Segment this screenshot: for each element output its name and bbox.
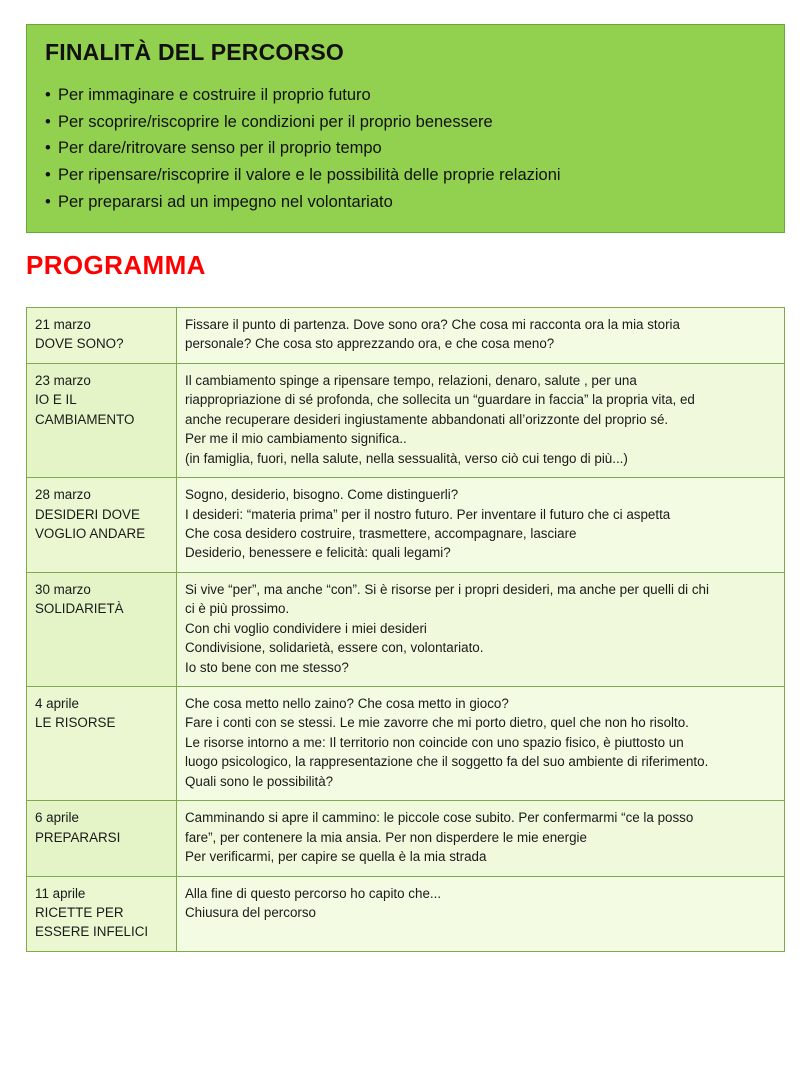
goals-list-item (45, 189, 766, 216)
session-date: 4 aprile (35, 696, 79, 711)
content-line: riappropriazione di sé profonda, che sollecita un “guardare in faccia” la propria vita, ed (185, 392, 695, 408)
table-row (27, 876, 785, 951)
table-cell-when (27, 876, 177, 951)
goals-list-item (45, 82, 766, 109)
goals-list-item-text: Per prepararsi ad un impegno nel volontariato (58, 192, 393, 211)
session-date: 28 marzo (35, 487, 91, 503)
goals-list-item-text: Per ripensare/riscoprire il valore e le possibilità delle proprie relazioni (58, 166, 561, 185)
content-line: Desiderio, benessere e felicità: quali legami? (185, 545, 451, 561)
content-line: Per verificarmi, per capire se quella è la mia strada (185, 849, 487, 865)
content-line: Camminando si apre il cammino: le piccole cose subito. Per confermarmi “ce la posso (185, 810, 694, 826)
content-line: Chiusura del percorso (185, 904, 316, 920)
content-line: Per me il mio cambiamento significa.. (185, 431, 407, 447)
goals-box (26, 24, 785, 233)
table-cell-when (27, 363, 177, 477)
table-cell-content (177, 687, 785, 801)
content-line: luogo psicologico, la rappresentazione che il soggetto fa del suo ambiente di riferimento. (185, 754, 709, 770)
content-line: personale? Che cosa sto apprezzando ora, e che cosa meno? (185, 336, 555, 352)
goals-list-item-text: Per scoprire/riscoprire le condizioni per il proprio benessere (58, 112, 493, 131)
table-row (27, 687, 785, 801)
content-line: Il cambiamento spinge a ripensare tempo, relazioni, denaro, salute , per una (185, 372, 637, 388)
content-line: Quali sono le possibilità? (185, 773, 334, 789)
table-cell-when (27, 687, 177, 801)
session-topic: RICETTE PER ESSERE INFELICI (35, 904, 149, 940)
table-cell-content (177, 308, 785, 364)
content-line: Che cosa desidero costruire, trasmettere, accompagnare, lasciare (185, 525, 577, 541)
content-line: Fissare il punto di partenza. Dove sono ora? Che cosa mi racconta ora la mia storia (185, 317, 680, 332)
bullet-glyph: • (45, 86, 51, 104)
session-topic: IO E IL CAMBIAMENTO (35, 392, 135, 427)
session-topic: SOLIDARIETÀ (35, 601, 124, 617)
content-line: Alla fine di questo percorso ho capito che... (185, 885, 442, 901)
content-line: Che cosa metto nello zaino? Che cosa metto in gioco? (185, 696, 509, 711)
content-line: Le risorse intorno a me: Il territorio non coincide con uno spazio fisico, è piuttosto un (185, 734, 684, 750)
session-topic: DESIDERI DOVE VOGLIO ANDARE (35, 506, 146, 541)
session-topic: PREPARARSI (35, 829, 121, 845)
goals-list-item (45, 109, 766, 136)
table-cell-when (27, 572, 177, 686)
goals-title: FINALITÀ DEL PERCORSO (45, 39, 344, 65)
table-cell-when (27, 478, 177, 573)
program-table (26, 307, 785, 952)
table-row (27, 478, 785, 573)
table-row (27, 801, 785, 876)
content-line: ci è più prossimo. (185, 601, 290, 617)
table-cell-content (177, 572, 785, 686)
table-row (27, 363, 785, 477)
bullet-glyph: • (45, 139, 51, 158)
content-line: Io sto bene con me stesso? (185, 659, 349, 675)
table-cell-content (177, 478, 785, 573)
goals-list-item (45, 135, 766, 162)
content-line: Condivisione, solidarietà, essere con, volontariato. (185, 640, 484, 656)
table-cell-when (27, 308, 177, 364)
table-cell-when (27, 801, 177, 876)
session-date: 11 aprile (35, 885, 86, 901)
content-line: fare”, per contenere la mia ansia. Per non disperdere le mie energie (185, 829, 587, 845)
content-line: Si vive “per”, ma anche “con”. Si è risorse per i propri desideri, ma anche per quelli di chi (185, 581, 709, 597)
content-line: anche recuperare desideri ingiustamente abbandonati all’orizzonte del proprio sé. (185, 411, 669, 427)
table-cell-content (177, 801, 785, 876)
content-line: (in famiglia, fuori, nella salute, nella sessualità, verso ciò cui tengo di più...) (185, 450, 628, 466)
program-title: PROGRAMMA (26, 250, 206, 280)
table-row (27, 308, 785, 364)
session-date: 6 aprile (35, 810, 79, 826)
session-date: 21 marzo (35, 317, 91, 332)
session-date: 23 marzo (35, 372, 91, 388)
session-topic: LE RISORSE (35, 715, 116, 731)
bullet-glyph: • (45, 112, 51, 131)
content-line: Sogno, desiderio, bisogno. Come distinguerli? (185, 487, 459, 503)
goals-list-item-text: Per dare/ritrovare senso per il proprio tempo (58, 139, 382, 158)
content-line: Con chi voglio condividere i miei desideri (185, 620, 427, 636)
bullet-glyph: • (45, 192, 51, 211)
goals-list-item-text: Per immaginare e costruire il proprio futuro (58, 86, 371, 104)
table-row (27, 572, 785, 686)
table-cell-content (177, 363, 785, 477)
bullet-glyph: • (45, 166, 51, 185)
content-line: Fare i conti con se stessi. Le mie zavorre che mi porto dietro, quel che non ho risolto. (185, 715, 689, 731)
content-line: I desideri: “materia prima” per il nostro futuro. Per inventare il futuro che ci aspetta (185, 506, 671, 522)
session-date: 30 marzo (35, 581, 91, 597)
session-topic: DOVE SONO? (35, 336, 124, 352)
goals-list (45, 82, 766, 216)
goals-list-item (45, 162, 766, 189)
table-cell-content (177, 876, 785, 951)
